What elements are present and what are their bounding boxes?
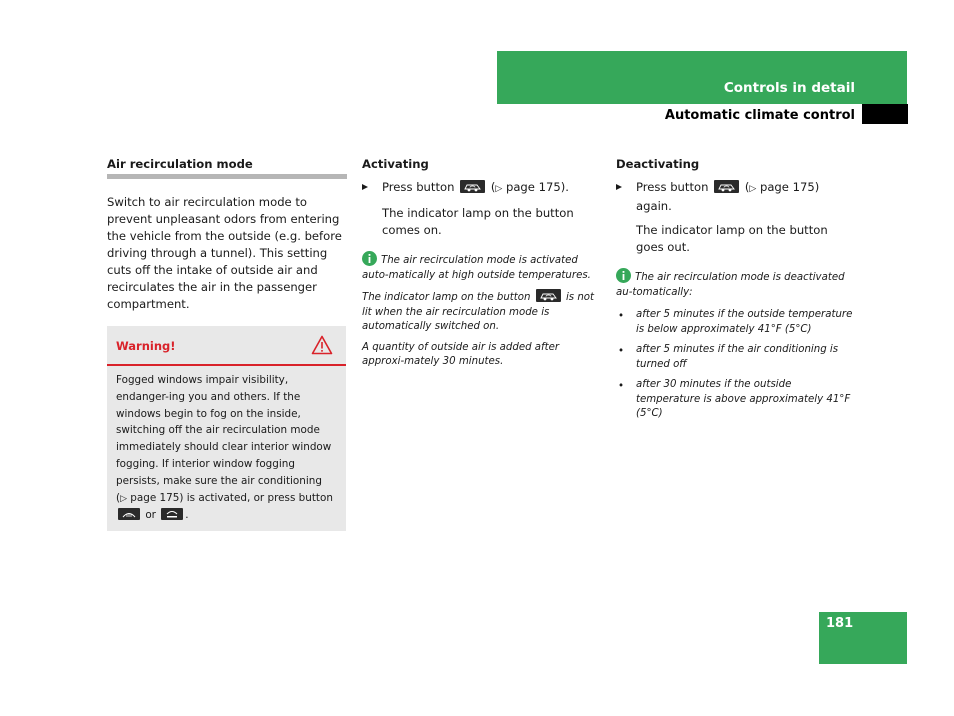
recirculation-button-icon xyxy=(460,180,485,193)
column-activating xyxy=(362,156,602,370)
note-lamp-a: The indicator lamp on the button xyxy=(362,292,531,303)
recirculation-button-icon xyxy=(536,289,561,302)
activating-step: Press button (▷ page 175). xyxy=(362,179,602,198)
bullet-dot: • xyxy=(618,311,625,322)
activating-result: The indicator lamp on the button comes on. xyxy=(382,206,574,237)
step-text-a: Press button xyxy=(382,180,455,194)
heading-air-recirculation: Air recirculation mode xyxy=(107,157,253,171)
heading-rule xyxy=(107,174,347,179)
warning-triangle-icon xyxy=(311,335,333,355)
header-band xyxy=(497,51,907,104)
bullet-text: after 30 minutes if the outside temperature is above approximately 41°F (5°C) xyxy=(636,379,851,419)
deactivating-step: Press button (▷ page 175) again. xyxy=(616,179,858,215)
bullet-text: after 5 minutes if the outside temperature is below approximately 41°F (5°C) xyxy=(636,309,853,335)
info-icon xyxy=(616,268,631,283)
note-lamp-not-lit xyxy=(362,289,602,335)
section-tab-marker xyxy=(862,104,908,124)
warning-text-a: Fogged windows impair visibility, endanger-ing you and others. If the windows begin to fog on the inside, switching off the air recirculation mode immediately should clear interior window fogging. If interior window fogging persists, make sure the air conditioning ( xyxy=(116,374,332,504)
recirculation-button-icon xyxy=(714,180,739,193)
column-deactivating xyxy=(616,156,858,422)
step-page-ref: page 175 xyxy=(505,180,561,194)
max-defrost-button-icon xyxy=(161,508,183,520)
note-auto-activated: The air recirculation mode is activated auto-matically at high outside temperatures. xyxy=(362,255,591,281)
warning-text-b: ) is activated, or press button xyxy=(179,491,333,504)
page-ref-triangle-icon: ▷ xyxy=(120,493,127,504)
step-arrow-icon xyxy=(616,184,622,190)
warning-end: . xyxy=(185,509,189,522)
page-number: 181 xyxy=(826,616,854,631)
info-icon xyxy=(362,251,377,266)
heading-deactivating: Deactivating xyxy=(616,157,700,171)
warning-page-ref: page 175 xyxy=(130,491,180,504)
step-page-ref: page 175 xyxy=(759,180,815,194)
list-item xyxy=(616,378,858,422)
column-air-recirculation xyxy=(107,156,347,531)
step-text-a: Press button xyxy=(636,180,709,194)
warning-or: or xyxy=(145,509,156,522)
warning-label: Warning! xyxy=(116,339,176,353)
intro-paragraph: Switch to air recirculation mode to prevent unpleasant odors from entering the vehicle from the outside (e.g. before driving through a tunnel). This setting cuts off the intake of outside air and recirculates the air in the passenger compartment. xyxy=(107,195,342,311)
warning-text xyxy=(107,366,346,531)
step-arrow-icon xyxy=(362,184,368,190)
subsection-title: Automatic climate control xyxy=(664,108,855,123)
info-note-activating xyxy=(362,251,602,283)
page-ref-triangle-icon: ▷ xyxy=(495,184,503,194)
note-lamp-b: is not lit when the air recirculation mode is automatically switched on. xyxy=(362,292,595,332)
note-auto-deactivated: The air recirculation mode is deactivated au-tomatically: xyxy=(616,272,845,298)
warning-header xyxy=(107,326,346,366)
defrost-button-icon xyxy=(118,508,140,520)
section-title: Controls in detail xyxy=(723,80,855,96)
bullet-dot: • xyxy=(618,381,625,392)
list-item xyxy=(616,308,858,337)
info-note-deactivating xyxy=(616,268,858,300)
deactivating-result: The indicator lamp on the button goes out. xyxy=(636,223,828,254)
heading-activating: Activating xyxy=(362,157,429,171)
list-item xyxy=(616,343,858,372)
page-ref-triangle-icon: ▷ xyxy=(749,184,757,194)
bullet-text: after 5 minutes if the air conditioning is turned off xyxy=(636,344,839,370)
warning-box xyxy=(107,326,346,531)
note-outside-air: A quantity of outside air is added after approxi-mately 30 minutes. xyxy=(362,341,560,367)
bullet-dot: • xyxy=(618,346,625,357)
step-text-b: ). xyxy=(560,180,569,194)
step-text-b: ) again. xyxy=(636,180,820,213)
